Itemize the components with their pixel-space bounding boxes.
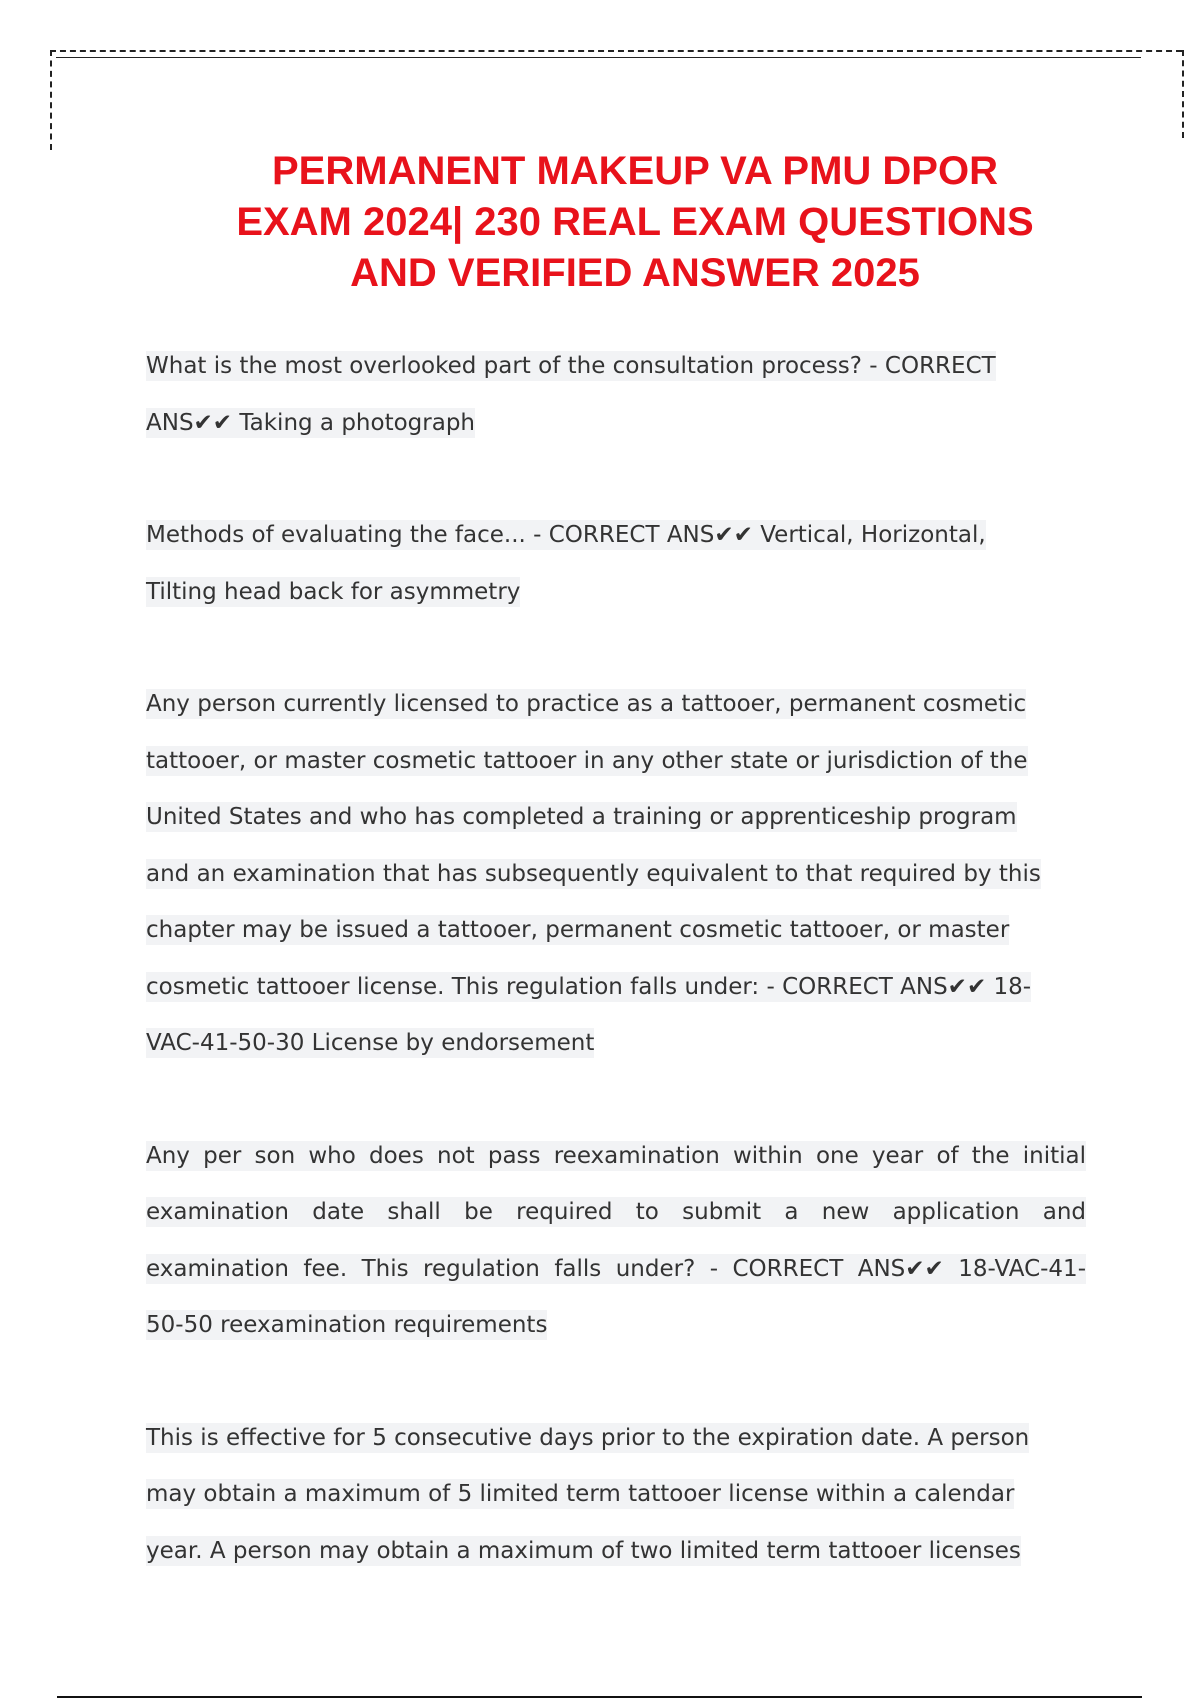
qa-line: tattooer, or master cosmetic tattooer in any other state or jurisdiction of the bbox=[146, 747, 1028, 774]
footer-rule bbox=[57, 1696, 1142, 1698]
qa-item bbox=[146, 1128, 1086, 1354]
qa-line: Methods of evaluating the face... - CORRECT ANS✔✔ Vertical, Horizontal, bbox=[146, 522, 986, 548]
qa-item bbox=[146, 507, 1086, 620]
document-title-line: PERMANENT MAKEUP VA PMU DPOR bbox=[272, 149, 998, 193]
page-frame-left-border bbox=[50, 50, 52, 150]
qa-line: examination date shall be required to submit a new application and bbox=[146, 1199, 1086, 1225]
qa-line: United States and who has completed a training or apprenticeship program bbox=[146, 804, 1017, 830]
qa-item bbox=[146, 338, 1086, 451]
document-title-line: EXAM 2024| 230 REAL EXAM QUESTIONS bbox=[236, 200, 1034, 244]
qa-line: may obtain a maximum of 5 limited term tattooer license within a calendar bbox=[146, 1481, 1015, 1507]
qa-line: ANS✔✔ Taking a photograph bbox=[146, 409, 475, 436]
qa-line: What is the most overlooked part of the consultation process? - CORRECT bbox=[146, 353, 996, 379]
document-title-line: AND VERIFIED ANSWER 2025 bbox=[350, 251, 920, 295]
page-frame-top-border bbox=[50, 50, 1182, 52]
qa-line: Any person currently licensed to practice as a tattooer, permanent cosmetic bbox=[146, 691, 1027, 717]
qa-line: 50-50 reexamination requirements bbox=[146, 1312, 548, 1338]
qa-item bbox=[146, 676, 1086, 1072]
qa-line: Any per son who does not pass reexamination within one year of the initial bbox=[146, 1142, 1086, 1169]
qa-line: and an examination that has subsequently equivalent to that required by this bbox=[146, 860, 1041, 887]
qa-line: examination fee. This regulation falls under? - CORRECT ANS✔✔ 18-VAC-41- bbox=[146, 1255, 1086, 1282]
qa-list bbox=[146, 338, 1086, 1635]
qa-line: year. A person may obtain a maximum of two limited term tattooer licenses bbox=[146, 1537, 1021, 1564]
qa-line: cosmetic tattooer license. This regulation falls under: - CORRECT ANS✔✔ 18- bbox=[146, 973, 1032, 1000]
page-frame-top-rule bbox=[56, 57, 1141, 58]
page-frame-right-border bbox=[1182, 50, 1184, 138]
qa-item bbox=[146, 1410, 1086, 1580]
qa-line: VAC-41-50-30 License by endorsement bbox=[146, 1030, 595, 1056]
qa-line: chapter may be issued a tattooer, permanent cosmetic tattooer, or master bbox=[146, 917, 1010, 943]
qa-line: This is effective for 5 consecutive days prior to the expiration date. A person bbox=[146, 1424, 1030, 1451]
qa-line: Tilting head back for asymmetry bbox=[146, 578, 521, 605]
document-title bbox=[140, 146, 1130, 299]
